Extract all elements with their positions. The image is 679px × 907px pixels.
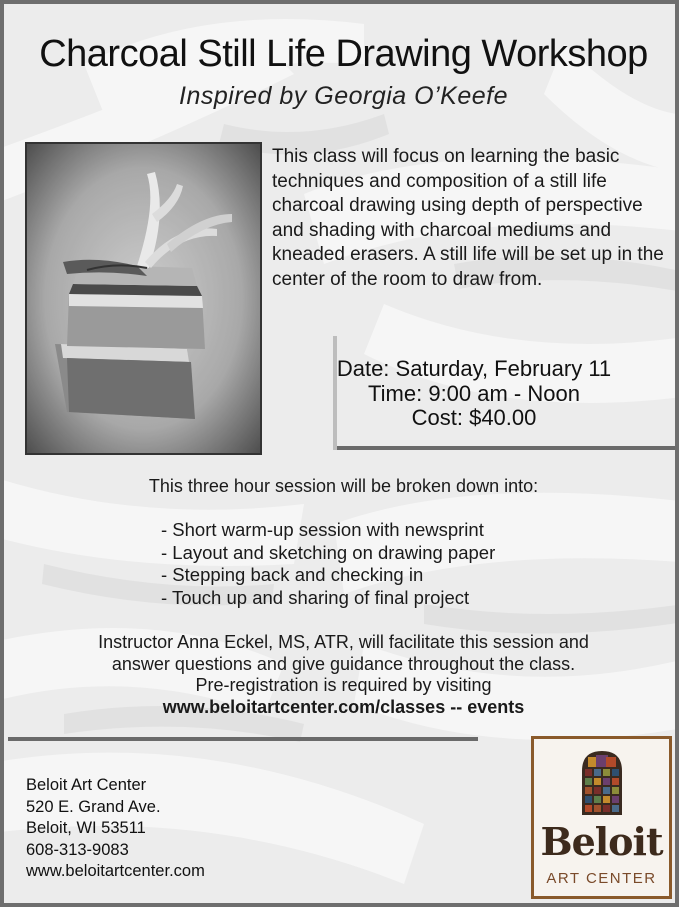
list-item: - Short warm-up session with newsprint (161, 519, 484, 540)
stained-glass-window-icon (580, 749, 624, 815)
window-pane (603, 787, 610, 794)
beloit-art-center-logo (531, 736, 672, 899)
window-pane (594, 805, 601, 812)
session-intro: This three hour session will be broken down into: (148, 476, 539, 496)
street-address: 520 E. Grand Ave. (26, 797, 161, 816)
logo-subtitle: ART CENTER (546, 870, 657, 887)
instructor-line: answer questions and give guidance throughout the class. (111, 653, 576, 674)
window-pane (612, 778, 619, 785)
window-pane (585, 769, 592, 776)
divider-bottom (8, 737, 478, 741)
window-pane (612, 769, 619, 776)
page-subtitle: Inspired by Georgia O’Keefe (179, 82, 508, 110)
list-item: - Stepping back and checking in (161, 564, 424, 585)
charcoal-still-life-image (25, 142, 262, 455)
instructor-line: Instructor Anna Eckel, MS, ATR, will facilitate this session and (98, 632, 589, 652)
event-time: Time: 9:00 am - Noon (368, 380, 580, 406)
window-pane (612, 805, 619, 812)
window-pane (585, 787, 592, 794)
window-pane (612, 787, 619, 794)
divider-vertical (333, 336, 337, 450)
city-state-zip: Beloit, WI 53511 (26, 819, 146, 837)
window-pane (585, 796, 592, 803)
window-pane (594, 796, 601, 803)
list-item: - Layout and sketching on drawing paper (161, 541, 496, 563)
registration-note: Pre-registration is required by visiting (195, 675, 492, 695)
session-breakdown-list (161, 519, 495, 609)
window-pane (594, 778, 601, 785)
list-item: - Touch up and sharing of final project (161, 586, 470, 608)
organization-name: Beloit Art Center (26, 776, 147, 794)
window-pane (585, 778, 592, 785)
window-pane (594, 787, 601, 794)
page-title: Charcoal Still Life Drawing Workshop (39, 33, 648, 75)
window-pane (585, 805, 592, 812)
class-description: This class will focus on learning the basic techniques and composition of a still life charcoal drawing using depth of perspective and shading with charcoal mediums and kneaded erasers. A still life will be set up in the center of the room to draw from. (272, 146, 664, 290)
registration-link[interactable]: www.beloitartcenter.com/classes -- events (162, 696, 525, 717)
instructor-info (4, 632, 679, 718)
window-pane (594, 769, 601, 776)
divider-top (337, 446, 679, 450)
logo-name: Beloit (540, 819, 663, 864)
event-date: Date: Saturday, February 11 (336, 356, 612, 381)
window-pane (603, 778, 610, 785)
phone-number: 608-313-9083 (26, 840, 129, 859)
contact-address (26, 775, 205, 883)
window-pane (603, 769, 610, 776)
website-link[interactable]: www.beloitartcenter.com (26, 862, 205, 880)
window-pane (612, 796, 619, 803)
window-pane (606, 757, 616, 767)
window-pane (603, 805, 610, 812)
window-pane (603, 796, 610, 803)
event-cost: Cost: $40.00 (411, 405, 537, 430)
